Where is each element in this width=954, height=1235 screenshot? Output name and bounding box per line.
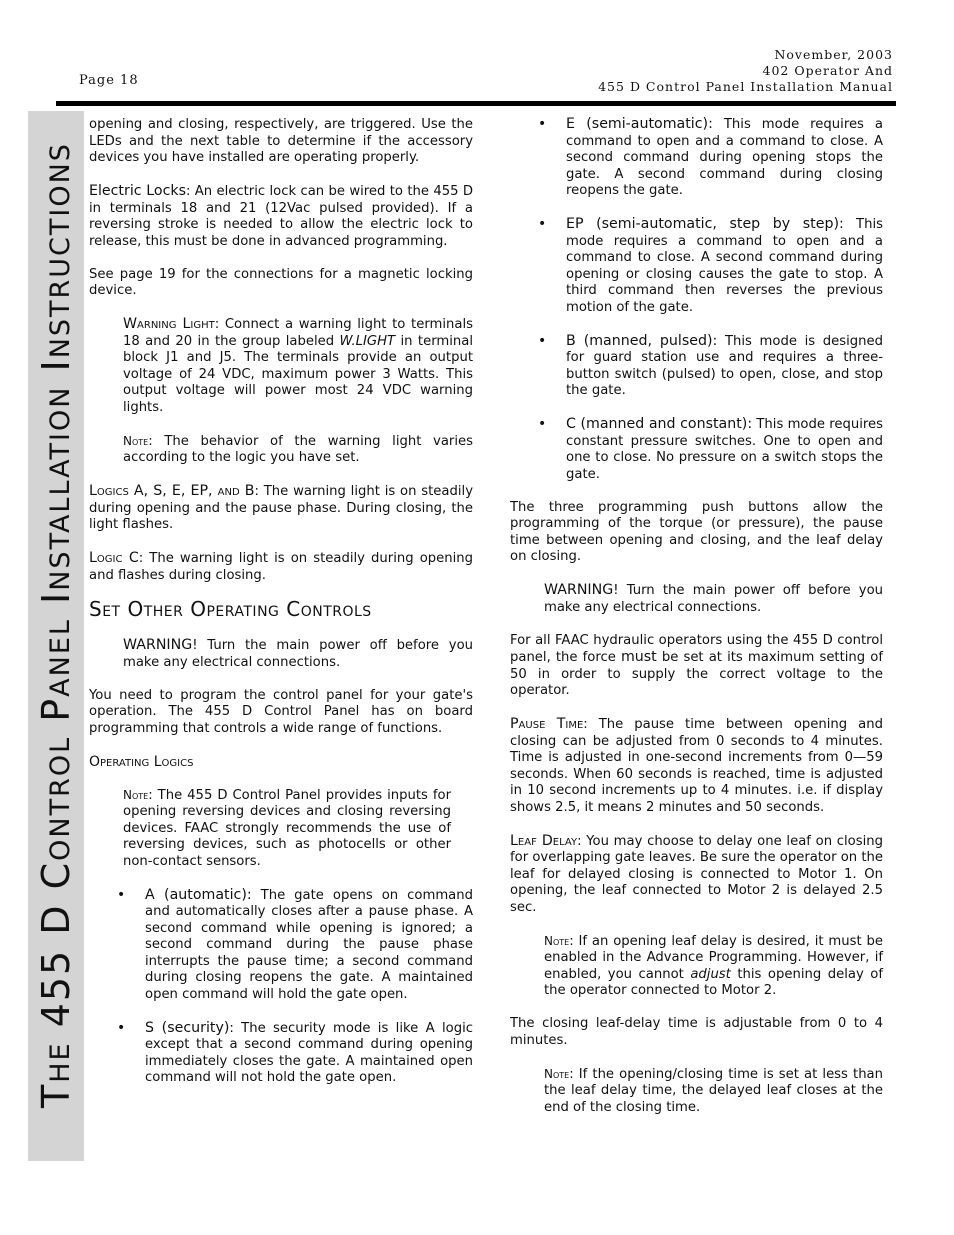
paragraph-leaf-delay [510,833,883,917]
bullet-icon: • [538,332,547,349]
list-item-text: : The security mode is like A logic except that a second command during opening immediately closes the gate. A maintained open command will not hold the gate open. [145,1020,473,1085]
paragraph-warning [544,582,883,616]
bullet-icon: • [538,116,547,132]
logic-c-label: Logic C [89,550,139,566]
left-column [89,117,473,1103]
bullet-icon: • [117,1019,126,1036]
sidebar-title [28,110,84,1140]
faac-emphasis: must [620,649,657,665]
leaf-delay-text: : You may choose to delay one leaf on closing for overlapping gate leaves. Be sure the operator on the leaf for delayed closing is connected to Motor 1. On opening, the leaf connected to Motor 2 is delayed 2.5 sec. [510,833,883,915]
list-item-text: This mode requires constant pressure switches. One to open and one to close. No pressure on a switch stops the gate. [566,417,883,482]
list-item [538,116,883,200]
warning-label: WARNING [123,637,193,653]
right-column [510,116,883,1133]
list-item-label: A (automatic): [145,886,252,903]
note-emphasis: adjust [690,966,731,982]
note-label: Note [544,933,570,948]
note-text: : The 455 D Control Panel provides inputs for opening reversing devices and closing reversing devices. FAAC strongly recommends the use of reversing devices, such as photocells or other non-contact sensors. [123,787,451,869]
electric-locks-label: Electric Locks [89,183,186,199]
warning-light-text-2: in terminal block J1 and J5. The terminals provide an output voltage of 24 VDC, maximum power 3 Watts. This output voltage will power most 24 VDC warning lights. [123,333,473,415]
note-label: Note [123,433,149,448]
running-header [598,47,893,95]
bullet-icon: • [117,886,126,903]
note-label: Note [123,787,149,802]
list-item [538,216,884,316]
header-manual-line1: 402 Operator And [762,63,893,78]
warning-light-terminal: W.LIGHT [339,333,396,349]
logic-list-left [89,887,473,1087]
bullet-icon: • [538,416,547,432]
pause-time-text: : The pause time between opening and closing can be adjusted from 0 seconds to 4 minutes. Time is adjusted in one-second increments from 0—59 seconds. When 60 seconds is reached, time is adjusted in 10 second increments up to 4 minutes. i.e. if display shows 2.5, it means 2 minutes and 50 seconds. [510,717,883,815]
paragraph-warning [123,637,473,671]
paragraph-push-buttons: The three programming push buttons allow the programming of the torque (or pressure), the pause time between opening and closing, and the leaf delay on closing. [510,499,883,564]
list-item [117,886,473,1004]
list-item-text: This mode requires a command to open and a command to close. A second command during opening or closing causes the gate to stop. A third command then reverses the previous motion of the gate. [566,217,884,315]
warning-label: WARNING [544,582,614,598]
paragraph-faac-force [510,633,883,700]
faac-text: For all FAAC hydraulic operators using the 455 D control panel, the force [510,632,883,665]
pause-time-label: Pause Time [510,716,584,732]
logic-list-right [510,116,883,483]
list-item [538,416,883,483]
warning-text: ! Turn the main power off before you make any electrical connections. [544,583,883,615]
logic-c-text: : The warning light is on steadily during opening and flashes during closing. [89,551,473,583]
paragraph-logics [89,483,473,534]
paragraph-warning-light [123,316,473,416]
list-item-text: This mode is designed for guard station use and requires a three-button switch (pulsed) to open, close, and stop the gate. [566,333,883,398]
bullet-icon: • [538,216,547,232]
paragraph-electric-locks [89,183,473,250]
paragraph-intro: opening and closing, respectively, are triggered. Use the LEDs and the next table to determine if the accessory devices you have installed are operating properly. [89,117,473,165]
paragraph-see-page: See page 19 for the connections for a magnetic locking device. [89,266,473,298]
note-text-2: this opening delay of the operator connected to Motor 2. [544,966,884,998]
paragraph-note-2 [544,1066,883,1117]
logics-text: : The warning light is on steadily during opening and the pause phase. During closing, the light flashes. [89,484,473,532]
paragraph-note-1 [544,933,883,1000]
paragraph-note-2 [123,787,451,871]
list-item-label: S (security) [145,1019,230,1036]
list-item-label: EP (semi-automatic, step by step): [566,216,844,232]
list-item [538,332,883,400]
warning-text: ! Turn the main power off before you make any electrical connections. [123,638,473,670]
warning-light-label: Warning Light [123,316,215,332]
logics-label: Logics A, S, E, EP, and B [89,483,255,499]
note-text: : The behavior of the warning light varies according to the logic you have set. [123,433,473,465]
header-rule [56,101,896,106]
section-heading: Set Other Operating Controls [89,596,372,621]
list-item-label: E (semi-automatic): [566,116,713,132]
electric-locks-text: : An electric lock can be wired to the 455 D in terminals 18 and 21 (12Vac pulsed provided). If a reversing stroke is needed to allow the electric lock to release, this must be done in advanced programming. [89,184,473,249]
subheading-operating-logics: Operating Logics [89,753,194,770]
list-item-text: The gate opens on command and automatically closes after a pause phase. A second command while opening is ignored; a second command during the pause phase interrupts the pause time; a second command during closing reopens the gate. A maintained open command will hold the gate open. [145,887,473,1002]
list-item-text: This mode requires a command to open and a command to close. A second command during opening stops the gate. A second command during closing reopens the gate. [566,117,883,198]
list-item-label: B (manned, pulsed): [566,332,718,349]
page-number: Page 18 [79,73,139,88]
paragraph-note-1 [123,433,473,467]
paragraph-logic-c [89,550,473,584]
leaf-delay-label: Leaf Delay [510,832,578,849]
sidebar-title-text: The 455 D Control Panel Installation Instructions [34,142,78,1108]
note-label: Note [544,1066,570,1081]
paragraph-closing-delay: The closing leaf-delay time is adjustable from 0 to 4 minutes. [510,1016,883,1048]
faac-text-2: be set at its maximum setting of 50 in order to supply the correct voltage to the operator. [510,650,883,698]
header-date: November, 2003 [774,47,893,62]
note-text: : If an opening leaf delay is desired, it must be enabled in the Advance Programming. However, if enabled, you cannot [544,933,883,982]
note-text: : If the opening/closing time is set at less than the leaf delay time, the delayed leaf closes at the end of the closing time. [544,1066,883,1115]
header-manual-line2: 455 D Control Panel Installation Manual [598,79,893,94]
paragraph-program: You need to program the control panel for your gate's operation. The 455 D Control Panel has on board programming that controls a wide range of functions. [89,687,473,736]
warning-light-text: : Connect a warning light to terminals 18 and 20 in the group labeled [123,317,474,349]
paragraph-pause-time [510,716,883,816]
list-item-label: C (manned and constant): [566,416,753,432]
list-item [117,1019,473,1087]
